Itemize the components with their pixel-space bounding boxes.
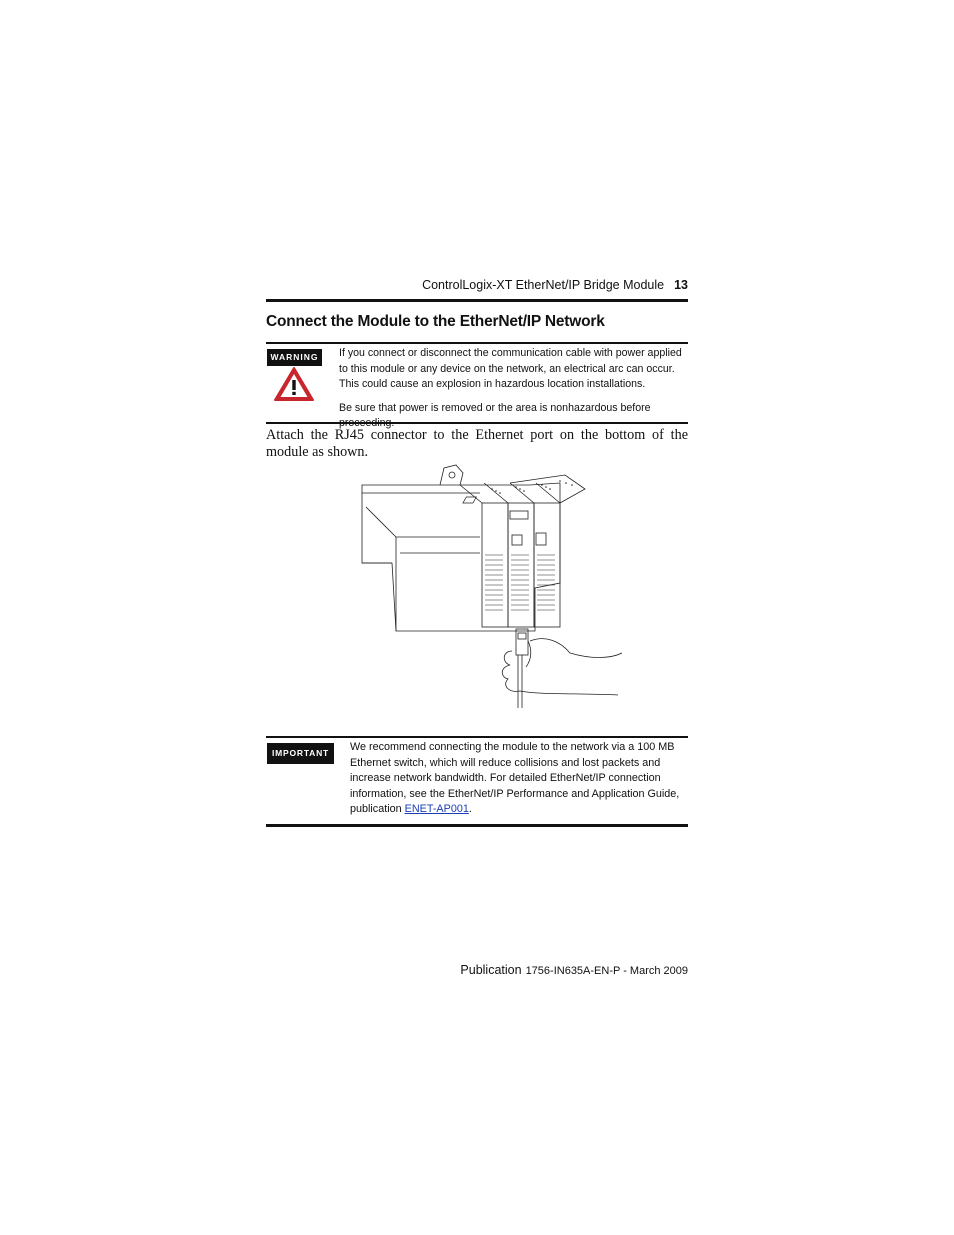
body-paragraph: Attach the RJ45 connector to the Ethernet port on the bottom of the module as shown. <box>266 427 688 460</box>
header-rule <box>266 299 688 302</box>
enet-ap001-link[interactable]: ENET-AP001 <box>404 803 469 816</box>
chassis-illustration <box>360 463 622 708</box>
page-footer <box>300 961 688 980</box>
warning-text <box>339 346 691 432</box>
important-text-body: We recommend connecting the module to the network via a 100 MB Ethernet switch, which will reduce collisions and lost packets and increase network bandwidth. For detailed EtherNet/IP connection information, see the EtherNet/IP Performance and Application Guide, publication <box>350 741 680 816</box>
running-title: ControlLogix-XT EtherNet/IP Bridge Module <box>422 278 665 292</box>
important-rule-bottom <box>266 824 688 827</box>
publication-number: 1756-IN635A-EN-P - March 2009 <box>525 965 688 977</box>
publication-label: Publication <box>460 963 522 977</box>
warning-paragraph-2: Be sure that power is removed or the area is nonhazardous before <box>339 401 651 414</box>
warning-paragraph-1: If you connect or disconnect the communication cable with power applied to this module or any device on the network, an electrical arc can occur. This could cause an explosion in hazardous location installations. <box>339 347 682 390</box>
section-title: Connect the Module to the EtherNet/IP Network <box>266 313 605 330</box>
important-text <box>350 740 690 818</box>
important-rule-top <box>266 736 688 738</box>
running-header <box>266 276 688 294</box>
warning-rule-bottom <box>266 422 688 424</box>
warning-rule-top <box>266 342 688 344</box>
important-text-end: . <box>468 803 472 816</box>
page-number: 13 <box>674 278 688 292</box>
warning-triangle-icon <box>273 366 315 402</box>
important-label: IMPORTANT <box>267 743 334 764</box>
warning-label: WARNING <box>267 349 322 366</box>
